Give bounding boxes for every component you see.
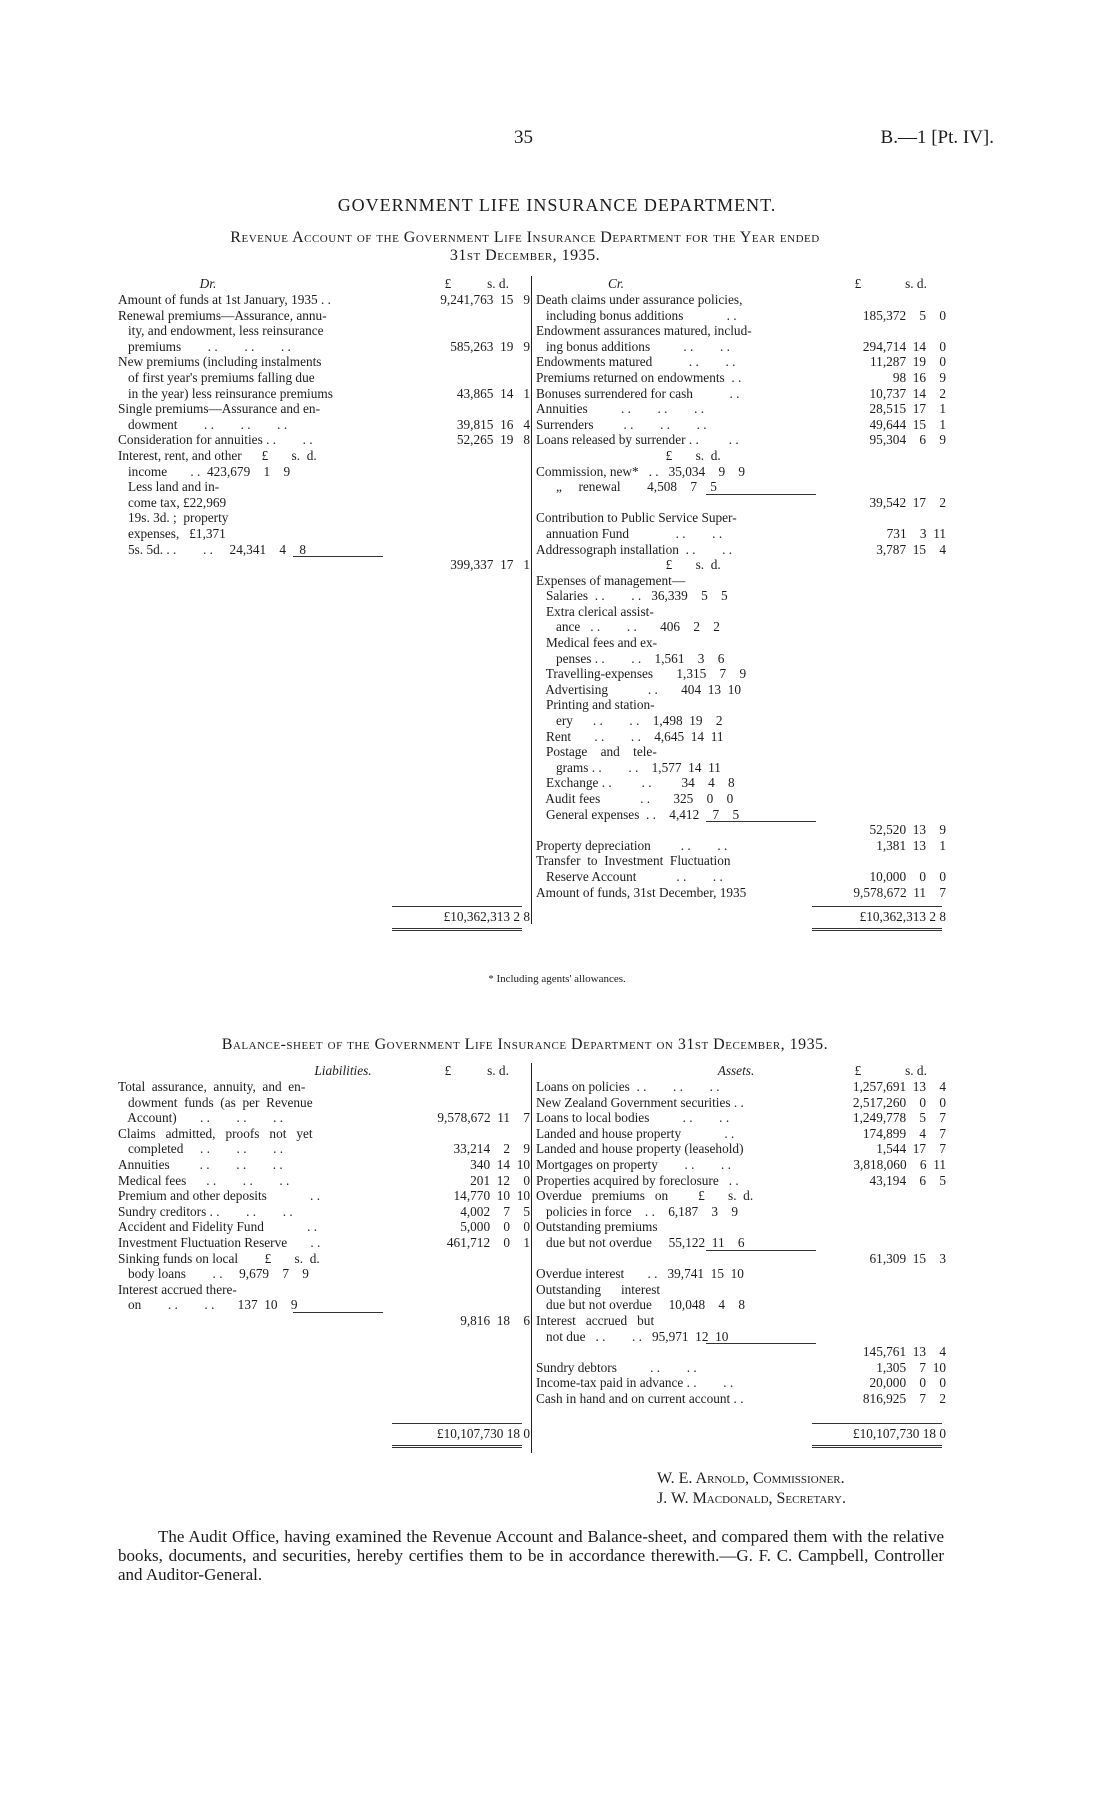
credit-line <box>536 292 946 308</box>
credit-label: Printing and station- <box>536 697 655 713</box>
document-reference: B.—1 [Pt. IV]. <box>880 127 994 148</box>
subtotal-rule <box>293 1312 383 1313</box>
debit-line <box>118 542 530 558</box>
liability-line <box>118 1266 530 1282</box>
credit-amount: 28,515 17 1 <box>869 401 946 417</box>
debit-line <box>118 308 530 324</box>
asset-line <box>536 1157 946 1173</box>
assets-total-value: £10,107,730 18 0 <box>852 1426 946 1441</box>
debit-amount: 399,337 17 1 <box>450 557 530 573</box>
liabilities-heading: Liabilities. <box>314 1063 372 1078</box>
debit-line <box>118 323 530 339</box>
debit-line <box>118 417 530 433</box>
credit-line <box>536 354 946 370</box>
credit-line <box>536 479 946 495</box>
total-rule <box>812 906 942 907</box>
credit-line <box>536 417 946 433</box>
credit-line <box>536 635 946 651</box>
credit-line <box>536 588 946 604</box>
liability-amount: 33,214 2 9 <box>453 1141 530 1157</box>
debit-amount: 9,241,763 15 9 <box>440 292 530 307</box>
double-rule <box>392 1445 522 1448</box>
liability-line <box>118 1141 530 1157</box>
credit-label: Rent . . . . 4,645 14 11 <box>536 728 724 744</box>
debit-line <box>118 432 530 448</box>
liability-amount: 201 12 0 <box>470 1172 530 1188</box>
credit-amount: 52,520 13 9 <box>869 822 946 838</box>
credit-line <box>536 308 946 324</box>
asset-label: New Zealand Government securities . . <box>536 1094 744 1110</box>
subtotal-rule <box>706 1343 816 1344</box>
credit-label: Premiums returned on endowments . . <box>536 369 742 385</box>
credit-line <box>536 542 946 558</box>
debit-line <box>118 526 530 542</box>
liability-line <box>118 1173 530 1189</box>
credit-line <box>536 666 946 682</box>
double-rule <box>812 928 942 931</box>
subtotal-rule <box>706 1250 816 1251</box>
footnote: * Including agents' allowances. <box>488 973 626 985</box>
liabilities-side <box>118 1079 530 1329</box>
asset-label: Landed and house property . . <box>536 1125 735 1141</box>
credit-line <box>536 853 946 869</box>
asset-label: not due . . . . 95,971 12 10 <box>536 1328 729 1344</box>
credit-label: Commission, new* . . 35,034 9 9 <box>536 463 746 479</box>
asset-amount: 61,309 15 3 <box>869 1250 946 1266</box>
credit-line <box>536 557 946 573</box>
revenue-credit-header <box>536 276 946 292</box>
credit-label: Property depreciation . . . . <box>536 837 728 853</box>
credit-label: Addressograph installation . . . . <box>536 541 733 557</box>
asset-line <box>536 1188 946 1204</box>
credit-label: Postage and tele- <box>536 744 657 760</box>
asset-amount: 43,194 6 5 <box>869 1172 946 1188</box>
revenue-account-title: Revenue Account of the Government Life Insurance Department for the Year ended <box>230 229 820 246</box>
credit-amount: 10,737 14 2 <box>869 385 946 401</box>
asset-amount: 816,925 7 2 <box>862 1390 946 1406</box>
credit-label: Bonuses surrendered for cash . . <box>536 385 740 401</box>
debit-label: in the year) less reinsurance premiums <box>118 385 333 401</box>
credit-line <box>536 729 946 745</box>
debit-label: 19s. 3d. ; property <box>118 510 229 526</box>
liability-amount: 14,770 10 10 <box>453 1188 530 1204</box>
credit-line <box>536 822 946 838</box>
liability-amount: 9,578,672 11 7 <box>437 1110 530 1126</box>
credit-amount: 731 3 11 <box>886 525 946 541</box>
subtotal-rule <box>706 821 816 822</box>
credit-line <box>536 775 946 791</box>
subtotal-rule <box>293 556 383 557</box>
debit-line <box>118 557 530 573</box>
pound-heading: £ <box>444 1063 452 1078</box>
asset-label: Loans on policies . . . . . . <box>536 1079 720 1094</box>
credit-label: penses . . . . 1,561 3 6 <box>536 650 725 666</box>
asset-label: Landed and house property (leasehold) <box>536 1141 744 1157</box>
liability-amount: 461,712 0 1 <box>446 1234 530 1250</box>
asset-label: Outstanding premiums <box>536 1219 658 1235</box>
liability-label: Annuities . . . . . . <box>118 1156 283 1172</box>
revenue-debit-side <box>118 292 530 573</box>
credit-line <box>536 339 946 355</box>
liability-line <box>118 1110 530 1126</box>
credit-amount: 185,372 5 0 <box>862 307 946 323</box>
credit-label: „ renewal 4,508 7 5 <box>536 479 717 495</box>
credit-label: Transfer to Investment Fluctuation <box>536 853 731 869</box>
credit-amount: 11,287 19 0 <box>870 354 946 370</box>
credit-label: Exchange . . . . 34 4 8 <box>536 775 735 791</box>
liability-amount: 340 14 10 <box>470 1156 530 1172</box>
liability-label: Investment Fluctuation Reserve . . <box>118 1234 321 1250</box>
debit-line <box>118 479 530 495</box>
asset-amount: 1,305 7 10 <box>876 1359 946 1375</box>
liability-label: body loans . . 9,679 7 9 <box>118 1266 309 1282</box>
liability-label: Accident and Fidelity Fund . . <box>118 1219 318 1235</box>
debit-line <box>118 495 530 511</box>
credit-label: Endowment assurances matured, includ- <box>536 323 752 339</box>
credit-line <box>536 682 946 698</box>
sd-heading: s. d. <box>487 276 509 291</box>
asset-label: Loans to local bodies . . . . <box>536 1110 730 1126</box>
column-divider <box>531 276 532 924</box>
asset-line <box>536 1126 946 1142</box>
liability-line <box>118 1282 530 1298</box>
debit-label: Less land and in- <box>118 479 220 495</box>
credit-amount: 1,381 13 1 <box>876 837 946 853</box>
asset-line <box>536 1313 946 1329</box>
debit-amount: 43,865 14 1 <box>456 385 530 401</box>
liability-line <box>118 1219 530 1235</box>
liability-label: Claims admitted, proofs not yet <box>118 1125 313 1141</box>
sd-heading: s. d. <box>487 1063 509 1078</box>
assets-header <box>536 1063 946 1079</box>
debit-label: New premiums (including instalments <box>118 354 322 370</box>
credit-line <box>536 323 946 339</box>
debit-line <box>118 339 530 355</box>
debit-line <box>118 292 530 308</box>
debit-line <box>118 401 530 417</box>
liability-amount: 5,000 0 0 <box>460 1219 530 1235</box>
credit-label: £ s. d. <box>536 557 721 573</box>
credit-line <box>536 510 946 526</box>
asset-line <box>536 1360 946 1376</box>
asset-line <box>536 1235 946 1251</box>
asset-line <box>536 1329 946 1345</box>
debit-label: Interest, rent, and other £ s. d. <box>118 447 317 463</box>
assets-heading: Assets. <box>717 1063 755 1078</box>
total-rule <box>392 1423 522 1424</box>
asset-label: due but not overdue 55,122 11 6 <box>536 1234 745 1250</box>
revenue-credit-total <box>536 909 946 925</box>
assets-side <box>536 1079 946 1406</box>
credit-line <box>536 791 946 807</box>
credit-line <box>536 432 946 448</box>
debit-label: of first year's premiums falling due <box>118 369 315 385</box>
total-rule <box>392 906 522 907</box>
credit-amount: 49,644 15 1 <box>869 416 946 432</box>
credit-line <box>536 838 946 854</box>
debit-line <box>118 370 530 386</box>
liability-line <box>118 1079 530 1095</box>
debit-label: Consideration for annuities . . . . <box>118 432 313 448</box>
revenue-debit-total <box>118 909 530 925</box>
cr-heading: Cr. <box>608 276 624 291</box>
credit-line <box>536 807 946 823</box>
asset-label: Interest accrued but <box>536 1312 655 1328</box>
debit-label: dowment . . . . . . <box>118 416 288 432</box>
credit-line <box>536 651 946 667</box>
asset-label: Overdue interest . . 39,741 15 10 <box>536 1266 744 1282</box>
liabilities-total-value: £10,107,730 18 0 <box>436 1426 530 1441</box>
debit-line <box>118 510 530 526</box>
liability-label: Medical fees . . . . . . <box>118 1172 290 1188</box>
credit-amount: 9,578,672 11 7 <box>853 884 946 900</box>
credit-label: Expenses of management— <box>536 572 686 588</box>
cr-total-value: £10,362,313 2 8 <box>859 909 946 924</box>
asset-line <box>536 1282 946 1298</box>
credit-label: ance . . . . 406 2 2 <box>536 619 720 635</box>
asset-line <box>536 1297 946 1313</box>
credit-line <box>536 526 946 542</box>
debit-line <box>118 448 530 464</box>
debit-label: come tax, £22,969 <box>118 494 227 510</box>
department-title: GOVERNMENT LIFE INSURANCE DEPARTMENT. <box>337 195 777 215</box>
credit-amount: 98 16 9 <box>892 369 946 385</box>
credit-label: Extra clerical assist- <box>536 603 654 619</box>
liability-label: Interest accrued there- <box>118 1281 237 1297</box>
liability-label: Sundry creditors . . . . . . <box>118 1203 293 1219</box>
liability-amount: 4,002 7 5 <box>460 1203 530 1219</box>
credit-label: Endowments matured . . . . <box>536 354 736 370</box>
signature-commissioner: W. E. Arnold, Commissioner. <box>657 1470 845 1487</box>
credit-label: Reserve Account . . . . <box>536 868 723 884</box>
credit-label: including bonus additions . . <box>536 307 737 323</box>
pound-heading: £ <box>444 276 452 291</box>
credit-amount: 39,542 17 2 <box>869 494 946 510</box>
liability-line <box>118 1204 530 1220</box>
liability-line <box>118 1251 530 1267</box>
credit-line <box>536 401 946 417</box>
dr-total-value: £10,362,313 2 8 <box>443 909 530 924</box>
credit-label: Amount of funds, 31st December, 1935 <box>536 884 747 900</box>
asset-amount: 1,249,778 5 7 <box>852 1110 946 1126</box>
credit-line <box>536 464 946 480</box>
asset-label: Mortgages on property . . . . <box>536 1156 731 1172</box>
asset-line <box>536 1110 946 1126</box>
credit-label: grams . . . . 1,577 14 11 <box>536 759 721 775</box>
credit-line <box>536 604 946 620</box>
liabilities-header <box>118 1063 530 1079</box>
revenue-credit-side <box>536 292 946 900</box>
asset-line <box>536 1141 946 1157</box>
asset-line <box>536 1266 946 1282</box>
debit-label: income . . 423,679 1 9 <box>118 463 291 479</box>
liability-label: completed . . . . . . <box>118 1141 284 1157</box>
asset-line <box>536 1219 946 1235</box>
asset-label: Sundry debtors . . . . <box>536 1359 697 1375</box>
credit-label: Salaries . . . . 36,339 5 5 <box>536 588 728 604</box>
asset-line <box>536 1344 946 1360</box>
asset-line <box>536 1251 946 1267</box>
asset-line <box>536 1079 946 1095</box>
credit-label: ing bonus additions . . . . <box>536 338 730 354</box>
credit-label: Surrenders . . . . . . <box>536 416 707 432</box>
asset-label: Income-tax paid in advance . . . . <box>536 1375 734 1391</box>
credit-label: Contribution to Public Service Super- <box>536 510 737 526</box>
liability-amount: 9,816 18 6 <box>460 1312 530 1328</box>
page-number: 35 <box>514 127 533 148</box>
debit-label: Renewal premiums—Assurance, annu- <box>118 307 327 323</box>
asset-line <box>536 1391 946 1407</box>
credit-amount: 294,714 14 0 <box>862 338 946 354</box>
asset-amount: 145,761 13 4 <box>862 1344 946 1360</box>
asset-line <box>536 1375 946 1391</box>
total-rule <box>812 1423 942 1424</box>
asset-label: Cash in hand and on current account . . <box>536 1390 744 1406</box>
liability-label: Sinking funds on local £ s. d. <box>118 1250 320 1266</box>
debit-label: 5s. 5d. . . . . 24,341 4 8 <box>118 541 307 557</box>
audit-certificate: The Audit Office, having examined the Revenue Account and Balance-sheet, and compared them with the relative books, documents, and securities, hereby certifies them to be in accordance therewith.—G. F. C. Campbell, Controller and Auditor-General. <box>118 1527 944 1584</box>
credit-line <box>536 573 946 589</box>
credit-line <box>536 760 946 776</box>
liability-label: Total assurance, annuity, and en- <box>118 1079 306 1094</box>
debit-label: Amount of funds at 1st January, 1935 . . <box>118 292 331 307</box>
asset-amount: 1,544 17 7 <box>876 1141 946 1157</box>
credit-line <box>536 619 946 635</box>
liability-line <box>118 1126 530 1142</box>
signature-secretary: J. W. Macdonald, Secretary. <box>657 1490 846 1507</box>
asset-line <box>536 1204 946 1220</box>
credit-line <box>536 744 946 760</box>
pound-heading: £ <box>854 1063 862 1078</box>
assets-total <box>536 1426 946 1442</box>
liability-label: Account) . . . . . . <box>118 1110 284 1126</box>
liability-line <box>118 1157 530 1173</box>
credit-label: Audit fees . . 325 0 0 <box>536 791 734 806</box>
credit-label: Annuities . . . . . . <box>536 401 705 417</box>
debit-label: Single premiums—Assurance and en- <box>118 401 320 417</box>
asset-label: Outstanding interest <box>536 1281 661 1297</box>
subtotal-rule <box>706 494 816 495</box>
asset-label: policies in force . . 6,187 3 9 <box>536 1203 739 1219</box>
debit-amount: 52,265 19 8 <box>456 432 530 448</box>
asset-amount: 20,000 0 0 <box>869 1375 946 1391</box>
credit-label: ery . . . . 1,498 19 2 <box>536 713 723 729</box>
debit-label: ity, and endowment, less reinsurance <box>118 323 324 339</box>
credit-label: Medical fees and ex- <box>536 635 658 651</box>
liability-line <box>118 1235 530 1251</box>
debit-label: premiums . . . . . . <box>118 338 291 354</box>
credit-label: Advertising . . 404 13 10 <box>536 681 741 697</box>
credit-line <box>536 370 946 386</box>
liability-line <box>118 1313 530 1329</box>
debit-line <box>118 386 530 402</box>
asset-label: due but not overdue 10,048 4 8 <box>536 1297 746 1313</box>
credit-amount: 3,787 15 4 <box>876 541 946 557</box>
liability-line <box>118 1188 530 1204</box>
credit-line <box>536 448 946 464</box>
liability-label: dowment funds (as per Revenue <box>118 1094 313 1110</box>
credit-line <box>536 713 946 729</box>
credit-amount: 95,304 6 9 <box>869 432 946 448</box>
asset-amount: 1,257,691 13 4 <box>852 1079 946 1094</box>
asset-line <box>536 1095 946 1111</box>
double-rule <box>392 928 522 931</box>
credit-line <box>536 869 946 885</box>
credit-line <box>536 697 946 713</box>
balance-sheet-title: Balance-sheet of the Government Life Insurance Department on 31st December, 1935. <box>221 1036 829 1053</box>
credit-line <box>536 386 946 402</box>
liability-label: Premium and other deposits . . <box>118 1188 321 1204</box>
asset-amount: 2,517,260 0 0 <box>852 1094 946 1110</box>
asset-label: Properties acquired by foreclosure . . <box>536 1172 739 1188</box>
credit-amount: 10,000 0 0 <box>869 868 946 884</box>
credit-label: Loans released by surrender . . . . <box>536 432 739 448</box>
asset-amount: 174,899 4 7 <box>862 1125 946 1141</box>
debit-amount: 39,815 16 4 <box>456 416 530 432</box>
debit-amount: 585,263 19 9 <box>450 338 530 354</box>
debit-label: expenses, £1,371 <box>118 525 226 541</box>
column-divider <box>531 1063 532 1453</box>
credit-line <box>536 885 946 901</box>
credit-label: Travelling-expenses 1,315 7 9 <box>536 666 747 682</box>
liabilities-total <box>118 1426 530 1442</box>
asset-label: Overdue premiums on £ s. d. <box>536 1188 754 1204</box>
dr-heading: Dr. <box>199 276 217 291</box>
debit-line <box>118 464 530 480</box>
debit-line <box>118 354 530 370</box>
sd-heading: s. d. <box>905 276 927 291</box>
pound-heading: £ <box>854 276 862 291</box>
revenue-debit-header <box>118 276 530 292</box>
liability-line <box>118 1297 530 1313</box>
sd-heading: s. d. <box>905 1063 927 1078</box>
credit-label: annuation Fund . . . . <box>536 525 723 541</box>
liability-label: on . . . . 137 10 9 <box>118 1297 298 1313</box>
credit-label: £ s. d. <box>536 447 721 463</box>
credit-label: Death claims under assurance policies, <box>536 292 743 307</box>
credit-line <box>536 495 946 511</box>
asset-line <box>536 1173 946 1189</box>
credit-label: General expenses . . 4,412 7 5 <box>536 806 740 822</box>
double-rule <box>812 1445 942 1448</box>
liability-line <box>118 1095 530 1111</box>
asset-amount: 3,818,060 6 11 <box>853 1156 946 1172</box>
revenue-account-date: 31st December, 1935. <box>449 247 601 264</box>
